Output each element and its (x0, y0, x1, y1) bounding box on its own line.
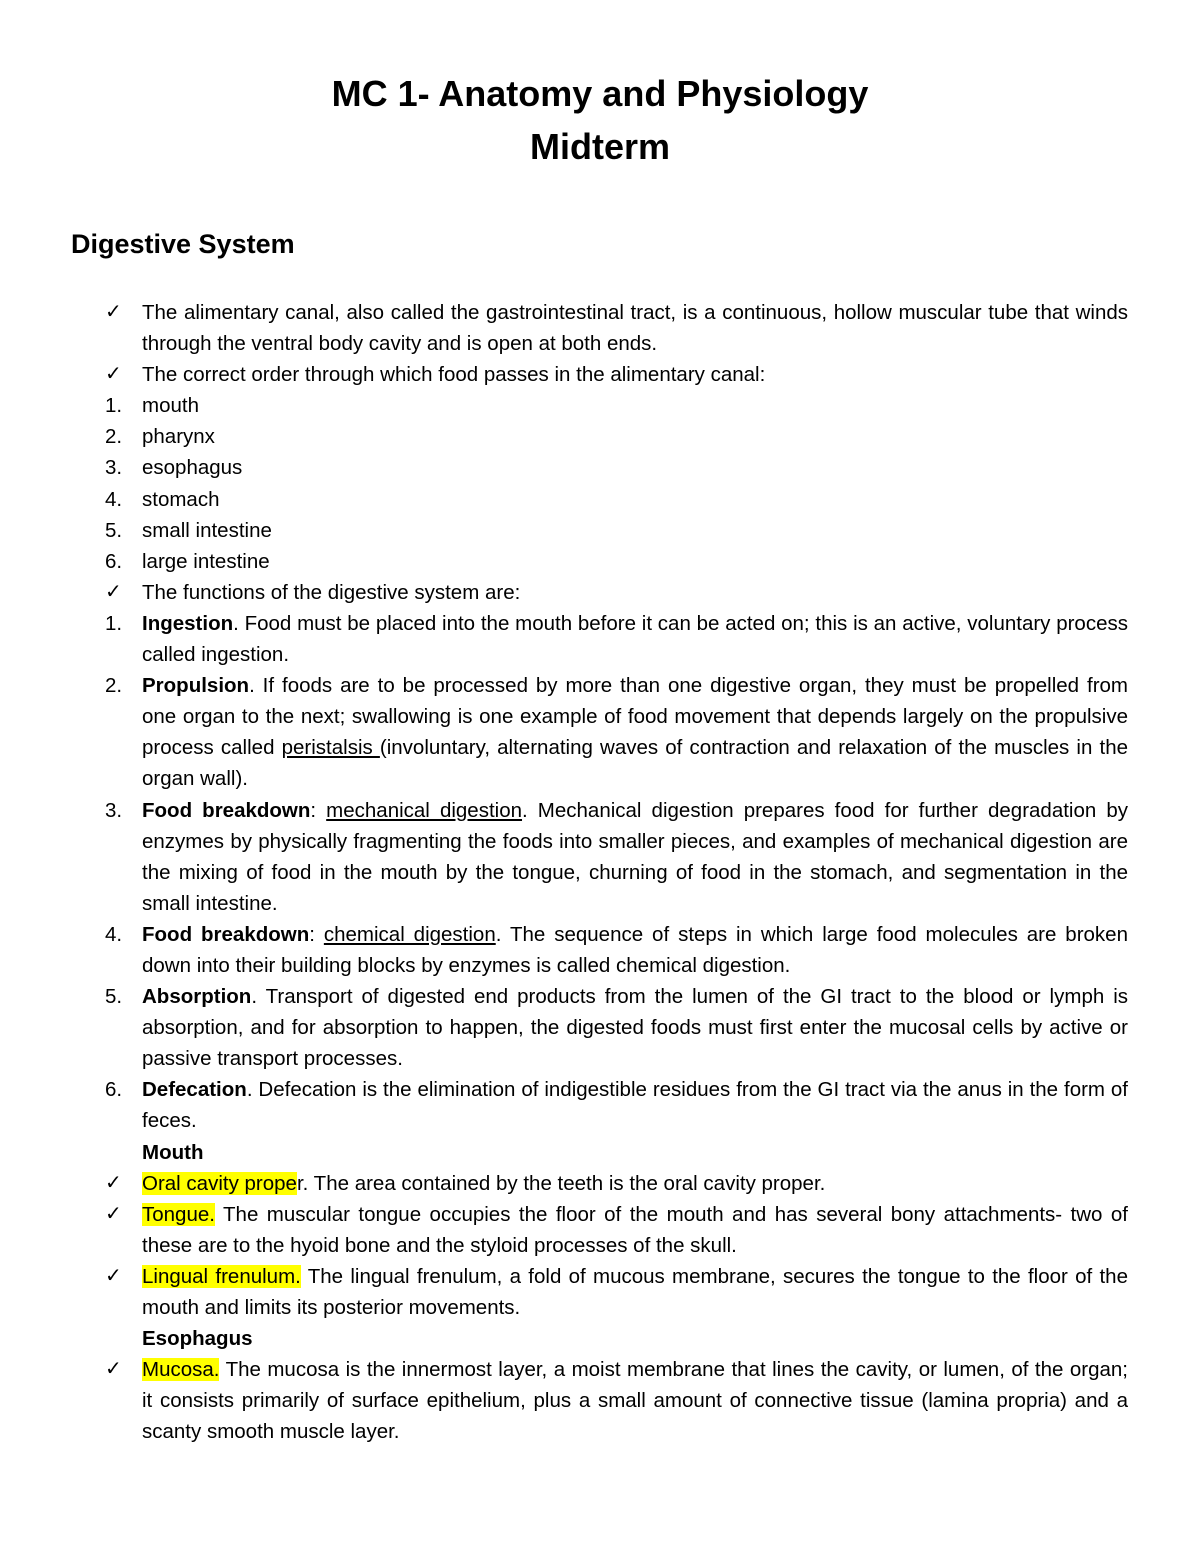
list-item (105, 452, 1128, 483)
list-item (105, 390, 1128, 421)
list-item (105, 484, 1128, 515)
function-text: . Defecation is the elimination of indigestible residues from the GI tract via the anus in the form of feces. (142, 1078, 1128, 1133)
bullet-text: The lingual frenulum, a fold of mucous membrane, secures the tongue to the floor of the mouth and limits its posterior movements. (142, 1264, 1128, 1319)
function-term: Defecation (142, 1078, 247, 1102)
function-text: . The sequence of steps in which large food molecules are broken down into their building blocks by enzymes is called chemical digestion. (142, 922, 1128, 977)
function-text: . If foods are to be processed by more than one digestive organ, they must be propelled from one organ to the next; swallowing is one example of food movement that depends largely on the propulsive process called (142, 674, 1128, 760)
function-term: Absorption (142, 985, 252, 1009)
highlighted-term: Tongue. (142, 1202, 215, 1226)
checkmark-icon: ✓ (105, 301, 122, 323)
function-text: . Food must be placed into the mouth before it can be acted on; this is an active, voluntary process called ingestion. (142, 611, 1128, 667)
list-number: 5. (105, 985, 123, 1009)
list-number: 2. (105, 425, 123, 449)
bullet-item (105, 297, 1128, 359)
function-item (105, 981, 1128, 1074)
function-text: . Transport of digested end products from the lumen of the GI tract to the blood or lymph is absorption, and for absorption to happen, the digested foods must first enter the mucosal cells by active or passive transport processes. (142, 985, 1128, 1071)
bullet-item (105, 1199, 1128, 1261)
list-number: 4. (105, 487, 123, 511)
list-number: 6. (105, 549, 123, 573)
list-number: 4. (105, 922, 123, 946)
subsection-heading-mouth: Mouth (142, 1140, 204, 1164)
underlined-term: mechanical digestion (326, 798, 523, 822)
checkmark-icon: ✓ (105, 363, 122, 386)
bullet-text: r. The area contained by the teeth is the oral cavity proper. (296, 1171, 826, 1195)
list-item (105, 546, 1128, 577)
document-title-line2: Midterm (529, 126, 670, 167)
function-term: Ingestion (142, 611, 234, 635)
function-text: (involuntary, alternating waves of contraction and relaxation of the muscles in the organ wall). (142, 736, 1129, 791)
list-number: 3. (105, 798, 123, 822)
list-text: mouth (142, 394, 199, 418)
section-heading: Digestive System (71, 229, 295, 259)
list-number: 1. (105, 394, 123, 418)
highlighted-term: Oral cavity prope (142, 1171, 297, 1195)
bullet-text: The mucosa is the innermost layer, a moist membrane that lines the cavity, or lumen, of the organ; it consists primarily of surface epithelium, plus a small amount of connective tissue (lamina propria) and a scanty smooth muscle layer. (142, 1358, 1128, 1444)
function-colon: : (310, 798, 327, 822)
function-item (105, 670, 1128, 794)
function-item (105, 919, 1128, 981)
function-term: Propulsion (142, 674, 250, 698)
checkmark-icon: ✓ (105, 1264, 122, 1287)
function-colon: : (309, 922, 324, 946)
list-number: 1. (105, 611, 123, 635)
function-item (105, 795, 1128, 919)
function-term: Food breakdown (142, 922, 310, 946)
document-body (105, 297, 1128, 1447)
bullet-item (105, 577, 1128, 608)
function-text: . Mechanical digestion prepares food for further degradation by enzymes by physically fragmenting the foods into smaller pieces, and examples of mechanical digestion are the mixing of food in the mouth by the tongue, churning of food in the stomach, and segmentation in the small intestine. (142, 798, 1128, 915)
document-title-line1: MC 1- Anatomy and Physiology (331, 73, 869, 114)
function-item (105, 608, 1128, 670)
bullet-text: The muscular tongue occupies the floor of the mouth and has several bony attachments- two of these are to the hyoid bone and the styloid processes of the skull. (142, 1202, 1128, 1257)
list-text: pharynx (142, 425, 215, 449)
function-item (105, 1074, 1128, 1136)
highlighted-term: Lingual frenulum. (142, 1264, 301, 1288)
list-number: 3. (105, 456, 123, 480)
bullet-text: The correct order through which food passes in the alimentary canal: (142, 363, 766, 387)
subsection-heading-esophagus: Esophagus (142, 1327, 253, 1351)
list-text: small intestine (142, 518, 272, 542)
checkmark-icon: ✓ (105, 1358, 122, 1381)
highlighted-term: Mucosa. (142, 1358, 220, 1382)
list-text: esophagus (142, 456, 243, 480)
bullet-item (105, 1354, 1128, 1447)
bullet-text: The functions of the digestive system are: (142, 580, 521, 604)
checkmark-icon: ✓ (105, 580, 122, 603)
list-number: 2. (105, 674, 123, 698)
bullet-item (105, 1261, 1128, 1323)
list-text: stomach (142, 487, 220, 511)
list-number: 6. (105, 1078, 123, 1102)
checkmark-icon: ✓ (105, 1171, 122, 1194)
list-item (105, 421, 1128, 452)
list-number: 5. (105, 518, 123, 542)
list-item (105, 515, 1128, 546)
underlined-term: chemical digestion (323, 922, 496, 946)
list-text: large intestine (142, 549, 270, 573)
function-term: Food breakdown (142, 798, 311, 822)
bullet-item (105, 1168, 1128, 1199)
checkmark-icon: ✓ (105, 1202, 122, 1225)
bullet-text: The alimentary canal, also called the gastrointestinal tract, is a continuous, hollow muscular tube that winds through the ventral body cavity and is open at both ends. (142, 301, 1128, 356)
bullet-item (105, 359, 1128, 390)
underlined-term: peristalsis (281, 736, 380, 760)
